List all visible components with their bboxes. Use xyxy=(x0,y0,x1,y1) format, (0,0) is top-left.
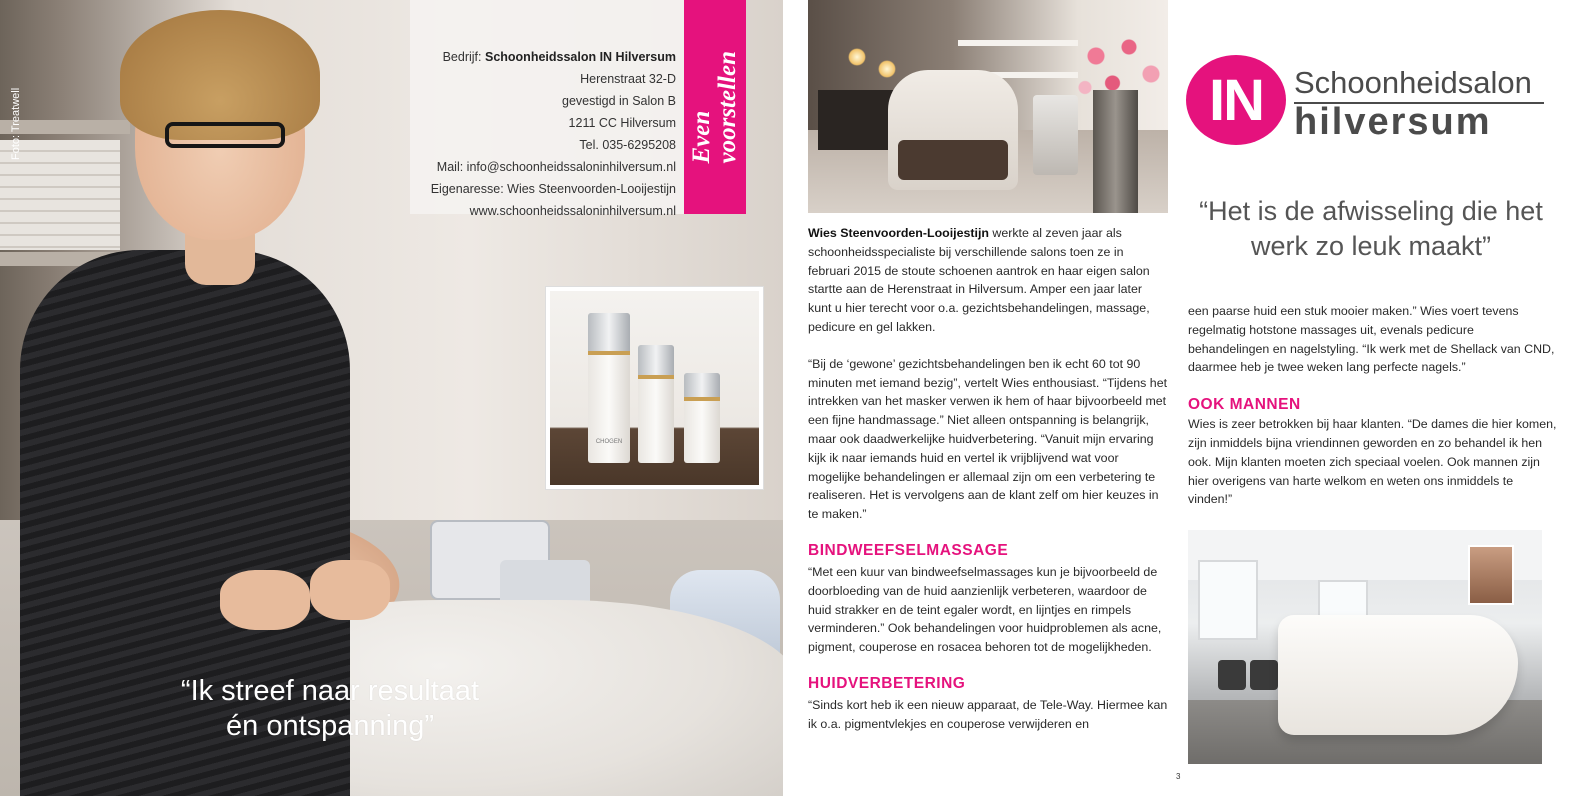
address-line: Herenstraat 32-D xyxy=(580,72,676,86)
section-heading: BINDWEEFSELMASSAGE xyxy=(808,541,1009,559)
company-label: Bedrijf: xyxy=(442,50,482,64)
quote-line: én ontspanning” xyxy=(226,710,434,742)
pull-quote xyxy=(150,674,510,744)
bottle-cap xyxy=(638,345,674,375)
company-line xyxy=(410,46,676,68)
body-paragraph: “Sinds kort heb ik een nieuw apparaat, de Tele-Way. Hiermee kan ik o.a. pigmentvlekjes en couperose verwijderen en xyxy=(808,697,1168,731)
beautician-hand xyxy=(220,570,310,630)
company-name: Schoonheidssalon IN Hilversum xyxy=(484,50,676,64)
address-line: 1211 CC Hilversum xyxy=(568,116,676,130)
intro-text: werkte al zeven jaar als schoonheidsspecialiste bij verschillende salons toen ze in februari 2015 de stoute schoenen aantrok en haar eigen salon startte aan de Herenstraat in Hilversum. Amper een jaar later kunt u hier terecht voor o.a. gezichtsbehandelingen, massage, pedicure en gel lakken. xyxy=(808,226,1150,334)
glasses-icon xyxy=(165,122,285,148)
beautician-hand xyxy=(310,560,390,620)
logo-wordmark-top: Schoonheidsalon xyxy=(1294,65,1532,100)
logo-wordmark-bottom: hilversum xyxy=(1294,101,1492,143)
product-photo-scene xyxy=(550,291,759,485)
article-column-1 xyxy=(808,224,1168,752)
salon-logo xyxy=(1186,55,1566,145)
pull-quote xyxy=(1181,194,1561,264)
body-paragraph: Wies is zeer betrokken bij haar klanten. “De dames die hier komen, zijn inmiddels bijna vriendinnen geworden en zo behandel ik hen ook. Mijn klanten moeten zich speciaal voelen. Ook mannen zijn hier overigens van harte welkom en weten ons inmiddels te vinden!” xyxy=(1188,417,1557,507)
body-paragraph: “Met een kuur van bindweefselmassages kun je bijvoorbeeld de doorbloeding van de huid aanzienlijk verbeteren, waardoor de huid strakker en de teint egaler wordt, en lijntjes en rimpels verminderen.” Ook behandelingen voor huidproblemen als acne, pigment, couperose en rosacea behoren tot de mogelijkheden. xyxy=(808,564,1162,655)
tab-line: Even xyxy=(688,110,715,164)
tab-line: voorstellen xyxy=(714,50,741,164)
window xyxy=(1198,560,1258,640)
chair-towel xyxy=(898,140,1008,180)
section-heading: HUIDVERBETERING xyxy=(808,674,966,692)
intro-paragraph xyxy=(808,224,1168,337)
phone-line: Tel. 035-6295208 xyxy=(579,138,676,152)
product-photo xyxy=(545,286,764,490)
product-brand: CHOGEN xyxy=(595,439,623,445)
bottle-band xyxy=(638,375,674,379)
waiting-chair xyxy=(1250,660,1278,690)
treatment-room-photo xyxy=(808,0,1168,213)
eye-cream-bottle xyxy=(684,373,720,463)
wall-shelf xyxy=(958,40,1078,46)
body-paragraph: “Bij de ‘gewone’ gezichtsbehandelingen ben ik echt 60 tot 90 minuten met iemand bezig”, vertelt Wies enthousiast. “Tijdens het intrekken van het masker verwen ik hem of haar bijvoorbeeld met een fijne handmassage.” Niet alleen ontspanning is belangrijk, maar ook daadwerkelijke huidverbetering. “Vanuit mijn ervaring kijk ik naar iemands huid en vertel ik vrijblijvend wat voor mogelijke behandelingen er allemaal zijn om een verbetering te realiseren. Het is vervolgens aan de klant zelf om hier keuzes in te maken.” xyxy=(808,356,1168,522)
bottle-band xyxy=(684,397,720,401)
serum-bottle xyxy=(588,313,630,463)
waiting-chair xyxy=(1218,660,1246,690)
owner-name: Wies Steenvoorden-Looijestijn xyxy=(808,226,989,240)
photo-credit: Foto: Treatwell xyxy=(10,87,22,160)
bottle-cap xyxy=(684,373,720,397)
website-link[interactable]: www.schoonheidssaloninhilversum.nl xyxy=(469,204,676,218)
bottle-cap xyxy=(588,313,630,351)
mail-link[interactable]: Mail: info@schoonheidssaloninhilversum.nl xyxy=(436,160,676,174)
quote-line: “Ik streef naar resultaat xyxy=(180,675,480,707)
logo-mark: IN xyxy=(1186,55,1286,145)
bottle-band xyxy=(588,351,630,355)
quote-line: “Het is de afwisseling die het xyxy=(1199,196,1543,226)
candle-icon xyxy=(878,60,896,78)
section-tab xyxy=(684,0,746,214)
owner-line: Eigenaresse: Wies Steenvoorden-Looijestijn xyxy=(430,182,676,196)
wall-poster xyxy=(1468,545,1514,605)
cream-bottle xyxy=(638,345,674,463)
quote-line: werk zo leuk maakt” xyxy=(1250,231,1492,261)
right-page xyxy=(783,0,1585,796)
body-paragraph: een paarse huid een stuk mooier maken.” Wies voert tevens regelmatig hotstone massages uit, evenals pedicure behandelingen en nagelstyling. “Ik werk met de Shellack van CND, daarmee heb je twee weken lang perfecte nagels.” xyxy=(1188,304,1555,375)
left-page xyxy=(0,0,783,796)
article-column-2 xyxy=(1188,302,1558,527)
reception-desk xyxy=(1278,615,1518,735)
reception-photo xyxy=(1188,530,1542,764)
candle-icon xyxy=(848,48,866,66)
company-info-box xyxy=(410,0,684,218)
vase xyxy=(1093,90,1138,213)
page-number: 3 xyxy=(1176,772,1181,781)
address-line: gevestigd in Salon B xyxy=(562,94,676,108)
section-heading: OOK MANNEN xyxy=(1188,396,1301,414)
beautician-hair xyxy=(120,10,320,140)
section-tab-label xyxy=(689,51,741,164)
